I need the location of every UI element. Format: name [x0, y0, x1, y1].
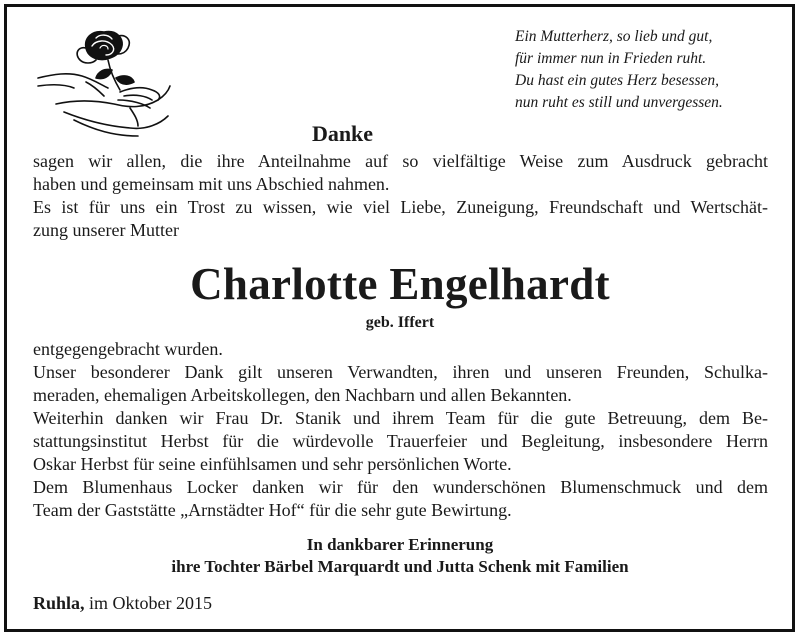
- text-line: haben und gemeinsam mit uns Abschied nahmen.: [33, 174, 390, 194]
- thanks-heading: Danke: [311, 121, 374, 146]
- text-line: meraden, ehemaligen Arbeitskollegen, den Nachbarn und allen Bekannten.: [33, 385, 572, 405]
- text-line: stattungsinstitut Herbst für die würdevolle Trauerfeier und Begleitung, insbesondere Herrn: [33, 431, 768, 451]
- place-date: [33, 592, 212, 614]
- text-line: entgegengebracht wurden.: [33, 339, 223, 359]
- text-line: Es ist für uns ein Trost zu wissen, wie viel Liebe, Zuneigung, Freundschaft und Wertschät-: [33, 197, 768, 217]
- poem-line: Du hast ein gutes Herz besessen,: [515, 72, 720, 89]
- closing-line-signatories: ihre Tochter Bärbel Marquardt und Jutta Schenk mit Familien: [171, 557, 629, 576]
- text-line: Weiterhin danken wir Frau Dr. Stanik und ihrem Team für die gute Betreuung, dem Be-: [33, 408, 768, 428]
- text-line: zung unserer Mutter: [33, 220, 179, 240]
- text-line: sagen wir allen, die ihre Anteilnahme auf so vielfältige Weise zum Ausdruck gebracht: [33, 151, 768, 171]
- birth-name: geb. Iffert: [365, 314, 435, 331]
- poem-line: nun ruht es still und unvergessen.: [515, 94, 723, 111]
- closing-line-remembrance: In dankbarer Erinnerung: [306, 535, 494, 554]
- text-line: Dem Blumenhaus Locker danken wir für den wunderschönen Blumenschmuck und dem: [33, 477, 768, 497]
- memorial-poem: [515, 26, 785, 114]
- date: im Oktober 2015: [89, 593, 213, 613]
- deceased-name: Charlotte Engelhardt: [190, 259, 610, 309]
- intro-paragraph: [33, 150, 768, 242]
- place: Ruhla,: [33, 593, 85, 613]
- poem-line: für immer nun in Frieden ruht.: [515, 50, 707, 67]
- text-line: Unser besonderer Dank gilt unseren Verwandten, ihren und unseren Freunden, Schulka-: [33, 362, 768, 382]
- poem-line: Ein Mutterherz, so lieb und gut,: [515, 28, 713, 45]
- text-line: Oskar Herbst für seine einfühlsamen und sehr persönlichen Worte.: [33, 454, 512, 474]
- text-line: Team der Gaststätte „Arnstädter Hof“ für die sehr gute Bewirtung.: [33, 500, 512, 520]
- body-paragraph: [33, 338, 768, 522]
